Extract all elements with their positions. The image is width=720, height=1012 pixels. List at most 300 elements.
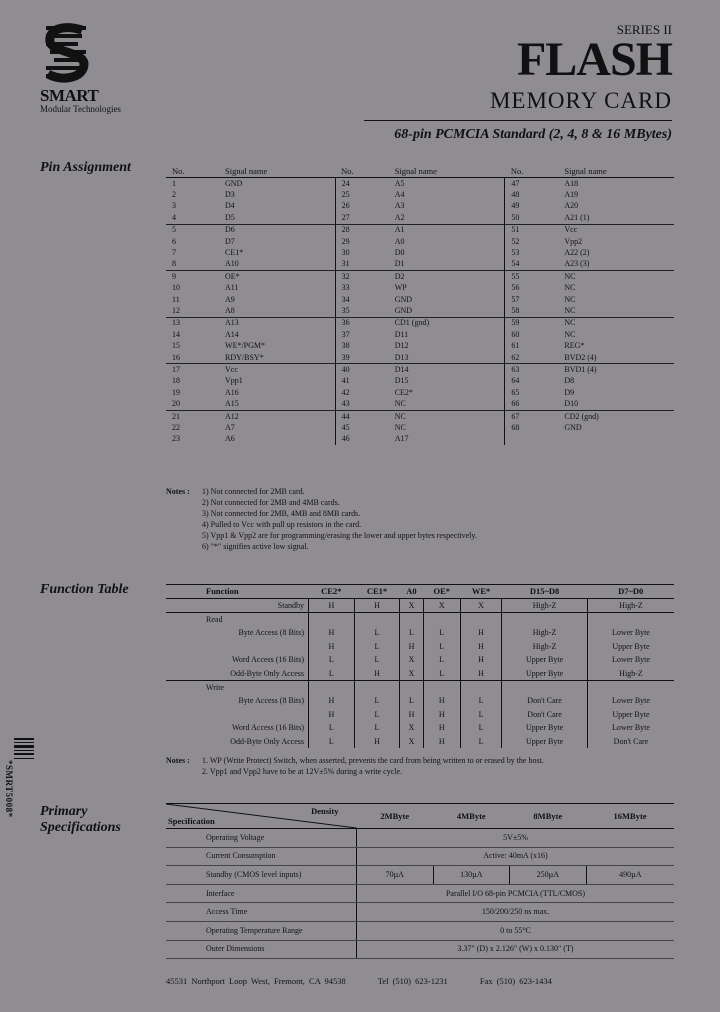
function-value: L: [400, 695, 423, 708]
pin-signal: Vpp1: [225, 376, 335, 387]
table-row: [166, 387, 674, 398]
footer-tel: Tel (510) 623-1231: [377, 976, 448, 986]
pin-signal: NC: [564, 271, 674, 283]
table-row: [166, 940, 674, 959]
spec-label: Interface: [166, 884, 357, 903]
pin-number: 33: [341, 283, 350, 293]
notes-label: Notes :: [166, 487, 190, 496]
pin-number: 42: [341, 387, 350, 397]
pin-number: 34: [341, 294, 350, 304]
pin-signal: A8: [225, 305, 335, 317]
pin-signal: CE2*: [395, 387, 505, 398]
col-header: Signal name: [225, 166, 335, 178]
spec-value: 0 to 55°C: [357, 921, 675, 940]
table-row: [166, 735, 674, 748]
function-value: [423, 613, 460, 627]
pin-number: 32: [335, 271, 395, 283]
pin-signal: D13: [395, 352, 505, 364]
function-value: L: [354, 654, 400, 667]
pin-number: 41: [341, 376, 350, 386]
pin-signal: A6: [225, 434, 335, 445]
pin-signal: A20: [564, 201, 579, 211]
pin-number: 3: [172, 201, 176, 211]
pin-signal: A13: [225, 317, 335, 329]
pin-signal: NC: [564, 317, 674, 329]
spec-heading-line1: Primary: [40, 804, 88, 819]
function-name: Word Access (16 Bits): [231, 655, 304, 665]
pin-number: 63: [505, 364, 565, 376]
pin-number: 21: [166, 410, 225, 422]
standard-subtitle: 68-pin PCMCIA Standard (2, 4, 8 & 16 MBytes): [394, 127, 672, 142]
pin-number: 61: [511, 341, 520, 351]
function-notes: [166, 755, 544, 777]
function-value: L: [354, 708, 400, 721]
col-header: CE1*: [354, 585, 400, 599]
pin-signal: A5: [395, 178, 505, 190]
function-value: L: [309, 667, 355, 681]
pin-number: 6: [172, 236, 176, 246]
pin-number: 53: [511, 248, 520, 258]
pin-number: 5: [166, 224, 225, 236]
table-row: [166, 212, 674, 224]
table-row: [166, 364, 674, 376]
function-value: X: [423, 599, 460, 613]
pin-number: 1: [172, 178, 176, 188]
pin-number: 39: [341, 352, 350, 362]
pin-signal: NC: [564, 305, 576, 315]
spec-value: 130µA: [433, 866, 510, 885]
pin-signal: A17: [395, 434, 505, 445]
table-row: [166, 329, 674, 340]
spec-label: Access Time: [166, 903, 357, 922]
pin-number: 60: [511, 329, 520, 339]
function-value: Upper Byte: [502, 654, 588, 667]
function-value: H: [400, 708, 423, 721]
pin-number: 27: [341, 212, 350, 222]
pin-assignment-heading: Pin Assignment: [40, 160, 131, 175]
function-value: L: [423, 654, 460, 667]
pin-number: 64: [511, 376, 520, 386]
table-row: [166, 317, 674, 329]
function-name: Odd-Byte Only Access: [230, 668, 304, 678]
pin-number: 17: [166, 364, 225, 376]
table-row: [166, 903, 674, 922]
pin-signal: D14: [395, 364, 505, 376]
table-row: [166, 654, 674, 667]
pin-note: 6) "*" signifies active low signal.: [202, 542, 309, 551]
pin-note: 5) Vpp1 & Vpp2 are for programming/erasing the lower and upper bytes respectively.: [202, 531, 477, 540]
page-subtitle: MEMORY CARD: [489, 88, 672, 113]
pin-signal: GND: [395, 305, 505, 317]
function-name: [166, 708, 309, 721]
function-value: [309, 613, 355, 627]
function-value: H: [423, 708, 460, 721]
pin-signal: D5: [225, 212, 335, 224]
table-row: [166, 921, 674, 940]
pin-number: 52: [511, 236, 520, 246]
table-row: [166, 340, 674, 351]
spec-value: 3.37" (D) x 2.126" (W) x 0.130" (T): [357, 940, 675, 959]
table-row: [166, 410, 674, 422]
pin-number: 22: [172, 422, 180, 432]
function-value: [460, 681, 501, 695]
spec-diag-header: [166, 804, 357, 829]
table-row: [166, 398, 674, 410]
table-row: [166, 294, 674, 305]
table-row: [166, 640, 674, 653]
pin-signal: GND: [395, 294, 505, 305]
pin-number: 37: [341, 329, 350, 339]
function-value: L: [309, 722, 355, 735]
pin-note: Notes : 1) Not connected for 2MB card.: [166, 487, 305, 496]
pin-signal: Vcc: [564, 224, 674, 236]
col-header: No.: [505, 166, 565, 178]
pin-number: 44: [335, 410, 395, 422]
pin-note: 4) Pulled to Vcc with pull up resistors in the card.: [202, 520, 362, 529]
pin-number: 51: [505, 224, 565, 236]
function-value: High-Z: [502, 627, 588, 640]
function-name: Read: [166, 613, 309, 627]
table-row: [166, 376, 674, 387]
function-value: Lower Byte: [587, 695, 674, 708]
function-value: [309, 681, 355, 695]
pin-number: 62: [511, 352, 520, 362]
footer-fax: Fax (510) 623-1434: [479, 976, 552, 986]
pin-signal: NC: [395, 410, 505, 422]
function-value: High-Z: [587, 599, 674, 613]
pin-signal: D3: [225, 189, 335, 200]
pin-number: 19: [172, 387, 180, 397]
function-value: L: [354, 722, 400, 735]
function-value: L: [460, 695, 501, 708]
series-label: SERIES II: [616, 22, 672, 37]
function-value: H: [354, 599, 400, 613]
pin-signal: D11: [395, 329, 505, 340]
table-row: [166, 224, 674, 236]
pin-signal: WE*/PGM*: [225, 340, 335, 351]
function-name: [166, 640, 309, 653]
pin-signal: GND: [564, 422, 582, 432]
pin-number: 15: [172, 341, 180, 351]
logo-wordmark: SMART: [40, 86, 99, 105]
function-value: High-Z: [587, 667, 674, 681]
pin-signal: A12: [225, 410, 335, 422]
pin-signal: D1: [395, 259, 505, 271]
function-value: High-Z: [502, 640, 588, 653]
function-name: Byte Access (8 Bits): [238, 628, 304, 638]
pin-signal: A23 (3): [564, 259, 590, 269]
table-row: [166, 613, 674, 627]
table-row: [166, 866, 674, 885]
function-value: L: [460, 708, 501, 721]
spec-value: 490µA: [586, 866, 674, 885]
header-rule: [364, 120, 672, 121]
page-title: FLASH: [516, 33, 672, 86]
pin-number: 68: [511, 422, 520, 432]
spec-label: Current Consumption: [166, 847, 357, 866]
spec-label: Standby (CMOS level inputs): [166, 866, 357, 885]
pin-signal: NC: [395, 422, 505, 433]
pin-number: 31: [341, 259, 350, 269]
footer-address: 45531 Northport Loop West, Fremont, CA 94538: [166, 976, 346, 986]
function-value: L: [354, 695, 400, 708]
function-value: Lower Byte: [587, 627, 674, 640]
col-header: Density: [311, 806, 339, 816]
pin-number: 28: [335, 224, 395, 236]
table-row: [166, 599, 674, 613]
pin-number: 24: [341, 178, 350, 188]
pin-signal: A16: [225, 387, 335, 398]
pin-signal: A9: [225, 294, 335, 305]
pin-number: 20: [172, 399, 180, 409]
pin-signal: CE1*: [225, 247, 335, 258]
table-row: [166, 352, 674, 364]
function-value: H: [354, 735, 400, 748]
function-value: L: [423, 667, 460, 681]
diagonal-divider-icon: [166, 804, 357, 828]
function-value: H: [423, 735, 460, 748]
pin-number: 23: [172, 434, 180, 444]
pin-number: 9: [166, 271, 225, 283]
pin-number: 48: [511, 190, 520, 200]
spec-label: Operating Voltage: [166, 829, 357, 848]
function-value: H: [400, 640, 423, 653]
pin-signal: A10: [225, 259, 335, 271]
footer: [166, 976, 580, 986]
table-row: [166, 236, 674, 247]
function-name: Write: [166, 681, 309, 695]
pin-signal: A4: [395, 189, 505, 200]
table-row: [166, 189, 674, 200]
function-value: [502, 681, 588, 695]
function-note: 2. Vpp1 and Vpp2 have to be at 12V±5% during a write cycle.: [202, 767, 403, 776]
function-value: Upper Byte: [587, 708, 674, 721]
pin-number: 25: [341, 190, 350, 200]
function-value: X: [400, 599, 423, 613]
pin-signal: NC: [564, 283, 576, 293]
pin-assignment-table: [166, 166, 674, 445]
pin-header-row: [166, 166, 674, 178]
pin-number: 10: [172, 283, 180, 293]
function-value: Lower Byte: [587, 722, 674, 735]
function-value: L: [423, 627, 460, 640]
function-value: [423, 681, 460, 695]
col-header: No.: [166, 166, 225, 178]
table-row: [166, 695, 674, 708]
notes-label: Notes :: [166, 756, 190, 765]
function-name: Word Access (16 Bits): [231, 723, 304, 733]
function-value: L: [400, 627, 423, 640]
function-value: Upper Byte: [587, 640, 674, 653]
pin-number: 54: [511, 259, 520, 269]
function-name: Standby: [277, 600, 304, 610]
col-header: D7~D0: [587, 585, 674, 599]
col-header: CE2*: [309, 585, 355, 599]
table-row: [166, 271, 674, 283]
function-value: L: [309, 735, 355, 748]
pin-signal: D9: [564, 387, 575, 397]
function-value: L: [460, 722, 501, 735]
function-value: X: [400, 667, 423, 681]
side-code: *SMRT5008*: [4, 760, 14, 818]
function-value: Don't Care: [587, 735, 674, 748]
spec-heading-line2: Specifications: [40, 820, 121, 836]
function-value: H: [423, 695, 460, 708]
function-value: Upper Byte: [502, 735, 588, 748]
pin-number: 57: [511, 294, 520, 304]
pin-signal: D15: [395, 376, 505, 387]
logo-subtitle: Modular Technologies: [40, 104, 121, 114]
pin-number: 26: [341, 201, 350, 211]
col-header: A0: [400, 585, 423, 599]
function-value: [460, 613, 501, 627]
spec-value: Active: 40mA (x16): [357, 847, 675, 866]
function-value: [587, 613, 674, 627]
function-value: [400, 681, 423, 695]
col-header: Signal name: [564, 166, 674, 178]
col-header: OE*: [423, 585, 460, 599]
table-row: [166, 884, 674, 903]
pin-signal: A2: [395, 212, 505, 224]
table-row: [166, 708, 674, 721]
pin-number: 13: [166, 317, 225, 329]
function-value: X: [400, 654, 423, 667]
pin-number: 45: [341, 422, 350, 432]
pin-note: 2) Not connected for 2MB and 4MB cards.: [202, 498, 340, 507]
table-row: [166, 259, 674, 271]
pin-signal: A14: [225, 329, 335, 340]
table-row: [166, 305, 674, 317]
pin-number: 55: [505, 271, 565, 283]
pin-number: 14: [172, 329, 180, 339]
spec-label: Outer Dimensions: [166, 940, 357, 959]
pin-signal: NC: [564, 329, 576, 339]
pin-signal: A19: [564, 190, 579, 200]
pin-signal: A22 (2): [564, 248, 590, 258]
function-value: High-Z: [502, 599, 588, 613]
spec-value: Parallel I/O 68-pin PCMCIA (TTL/CMOS): [357, 884, 675, 903]
function-table: [166, 584, 674, 748]
col-header: Specification: [168, 815, 215, 826]
pin-signal: WP: [395, 283, 505, 294]
pin-signal: OE*: [225, 271, 335, 283]
pin-number: 8: [172, 259, 176, 269]
function-value: Upper Byte: [502, 667, 588, 681]
pin-note: 3) Not connected for 2MB, 4MB and 8MB cards.: [202, 509, 361, 518]
pin-signal: D12: [395, 340, 505, 351]
pin-number: 43: [341, 399, 350, 409]
col-header: WE*: [460, 585, 501, 599]
spec-value: 70µA: [357, 866, 434, 885]
pin-signal: A18: [564, 178, 579, 188]
pin-signal: A11: [225, 283, 335, 294]
pin-number: 40: [335, 364, 395, 376]
function-value: Upper Byte: [502, 722, 588, 735]
function-value: H: [423, 722, 460, 735]
pin-number: 59: [505, 317, 565, 329]
pin-signal: A7: [225, 422, 335, 433]
pin-number: 11: [172, 294, 180, 304]
table-row: [166, 627, 674, 640]
table-row: [166, 722, 674, 735]
pin-number: 18: [172, 376, 180, 386]
pin-signal: NC: [395, 398, 505, 410]
smart-logo-icon: [42, 22, 94, 84]
table-row: [166, 681, 674, 695]
pin-number: 38: [341, 341, 350, 351]
col-header: 2MByte: [357, 804, 434, 829]
pin-number: 16: [172, 352, 180, 362]
pin-signal: NC: [564, 294, 576, 304]
spec-value: 5V±5%: [357, 829, 675, 848]
function-value: L: [460, 735, 501, 748]
function-value: [354, 681, 400, 695]
pin-signal: D2: [395, 271, 505, 283]
function-value: H: [460, 627, 501, 640]
pin-number: 56: [511, 283, 520, 293]
table-row: [166, 247, 674, 258]
pin-number: 66: [511, 399, 520, 409]
col-header: 8MByte: [510, 804, 587, 829]
table-row: [166, 178, 674, 190]
pin-number: 2: [172, 190, 176, 200]
pin-number: 47: [511, 178, 520, 188]
pin-signal: Vcc: [225, 364, 335, 376]
pin-signal: A15: [225, 398, 335, 410]
function-value: [502, 613, 588, 627]
pin-signal: D4: [225, 201, 335, 212]
function-value: L: [354, 627, 400, 640]
pin-number: 46: [341, 434, 350, 444]
table-row: [166, 829, 674, 848]
table-row: [166, 434, 674, 445]
function-value: H: [309, 640, 355, 653]
pin-signal: D10: [564, 399, 579, 409]
pin-number: 12: [172, 305, 180, 315]
barcode-icon: [14, 738, 34, 834]
pin-signal: BVD2 (4): [564, 352, 597, 362]
function-value: H: [460, 654, 501, 667]
function-value: H: [309, 708, 355, 721]
pin-signal: CD1 (gnd): [395, 317, 505, 329]
function-name: Byte Access (8 Bits): [238, 696, 304, 706]
table-row: [166, 847, 674, 866]
function-table-heading: Function Table: [40, 582, 129, 597]
pin-signal: D0: [395, 247, 505, 258]
col-header: No.: [335, 166, 395, 178]
function-value: L: [309, 654, 355, 667]
pin-number: 4: [172, 212, 176, 222]
table-row: [166, 283, 674, 294]
function-value: L: [423, 640, 460, 653]
pin-number: 36: [335, 317, 395, 329]
function-value: Lower Byte: [587, 654, 674, 667]
pin-signal: A21 (1): [564, 212, 590, 222]
col-header: Function: [166, 585, 309, 599]
pin-signal: A0: [395, 236, 505, 247]
pin-signal: GND: [225, 178, 335, 190]
col-header: D15~D8: [502, 585, 588, 599]
specifications-heading: [40, 804, 121, 836]
pin-number: 29: [341, 236, 350, 246]
function-value: H: [460, 640, 501, 653]
pin-signal: D7: [225, 236, 335, 247]
pin-signal: D6: [225, 224, 335, 236]
pin-number: 35: [341, 305, 350, 315]
spec-header-row: [166, 804, 674, 829]
pin-signal: RDY/BSY*: [225, 352, 335, 364]
function-value: H: [354, 667, 400, 681]
